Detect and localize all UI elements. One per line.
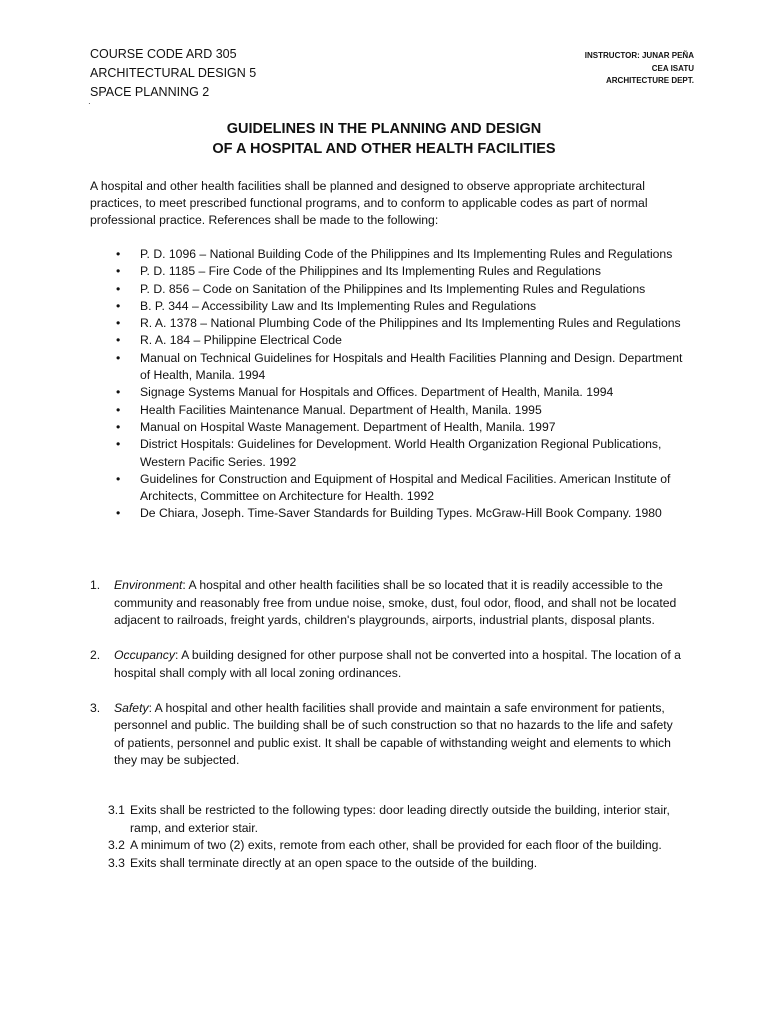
reference-item <box>90 350 684 385</box>
reference-item <box>90 471 684 506</box>
reference-item <box>90 281 684 298</box>
subsection-number: 3.2 <box>108 838 125 852</box>
section-term: Safety <box>114 700 149 715</box>
reference-item <box>90 384 684 401</box>
course-subtitle: SPACE PLANNING 2 <box>90 85 210 99</box>
section-environment <box>90 577 686 630</box>
subsection-text: Exits shall be restricted to the following types: door leading directly outside the building, interior stair, ramp, and exterior stair. <box>130 803 670 835</box>
reference-text: Manual on Technical Guidelines for Hospitals and Health Facilities Planning and Design. Department of Health, Manila. 1994 <box>140 350 683 383</box>
reference-item <box>90 436 684 471</box>
course-code: COURSE CODE ARD 305 <box>90 47 237 61</box>
section-term: Environment <box>114 578 183 592</box>
subsection-text: A minimum of two (2) exits, remote from each other, shall be provided for each floor of the building. <box>130 838 662 852</box>
document-title <box>0 119 768 159</box>
subsection-number: 3.1 <box>108 803 125 817</box>
guideline-sections <box>90 577 686 787</box>
bullet-icon: • <box>116 419 121 434</box>
bullet-icon: • <box>116 247 121 261</box>
bullet-icon: • <box>116 437 121 452</box>
reference-text: P. D. 1185 – Fire Code of the Philippines and Its Implementing Rules and Regulations <box>140 264 601 279</box>
reference-list <box>90 246 684 523</box>
subsection-text: Exits shall terminate directly at an open space to the outside of the building. <box>130 855 538 870</box>
reference-text: Signage Systems Manual for Hospitals and Offices. Department of Health, Manila. 1994 <box>140 385 614 400</box>
subsection-item <box>108 802 686 837</box>
reference-item <box>90 315 684 332</box>
bullet-icon: • <box>116 281 121 296</box>
reference-item <box>90 402 684 419</box>
subsection-item <box>108 837 686 855</box>
reference-text: District Hospitals: Guidelines for Development. World Health Organization Regional Publications, Western Pacific Series. 1992 <box>140 437 662 469</box>
reference-item <box>90 298 684 315</box>
reference-text: R. A. 1378 – National Plumbing Code of the Philippines and Its Implementing Rules and Regulations <box>140 316 681 331</box>
bullet-icon: • <box>116 471 121 486</box>
title-line-2: OF A HOSPITAL AND OTHER HEALTH FACILITIES <box>212 141 556 157</box>
reference-item <box>90 419 684 436</box>
stray-dot: · <box>88 99 91 108</box>
section-text: : A hospital and other health facilities shall be so located that it is readily accessible to the community and reasonably free from undue noise, smoke, dust, foul odor, flood, and shall not be located adjacent to railroads, freight yards, children's playgrounds, airports, industrial plants, disposal plants. <box>114 578 677 627</box>
subsection-item <box>108 855 686 873</box>
reference-text: Health Facilities Maintenance Manual. Department of Health, Manila. 1995 <box>140 402 542 417</box>
department-name: ARCHITECTURE DEPT. <box>605 76 694 85</box>
bullet-icon: • <box>116 402 121 417</box>
course-title: ARCHITECTURAL DESIGN 5 <box>90 66 257 80</box>
bullet-icon: • <box>116 316 121 331</box>
title-line-1: GUIDELINES IN THE PLANNING AND DESIGN <box>226 121 542 137</box>
reference-text: R. A. 184 – Philippine Electrical Code <box>140 333 342 348</box>
section-occupancy <box>90 647 686 682</box>
reference-item <box>90 505 684 522</box>
reference-text: P. D. 856 – Code on Sanitation of the Philippines and Its Implementing Rules and Regulations <box>140 281 646 296</box>
college-name: CEA ISATU <box>651 63 694 73</box>
course-header <box>90 45 256 102</box>
reference-item <box>90 332 684 349</box>
reference-text: B. P. 344 – Accessibility Law and Its Implementing Rules and Regulations <box>140 298 537 313</box>
instructor-header <box>585 50 694 88</box>
section-text: : A hospital and other health facilities shall provide and maintain a safe environment for patients, personnel and public. The building shall be of such construction so that no hazards to the life and safety of patients, personnel and public exist. It shall be capable of withstanding weight and elements to which they may be subjected. <box>114 700 673 767</box>
bullet-icon: • <box>116 385 121 400</box>
reference-text: De Chiara, Joseph. Time-Saver Standards for Building Types. McGraw-Hill Book Company. 1980 <box>140 506 662 521</box>
bullet-icon: • <box>116 333 121 348</box>
section-text: : A building designed for other purpose shall not be converted into a hospital. The location of a hospital shall comply with all local zoning ordinances. <box>114 648 681 680</box>
section-number: 3. <box>90 700 101 715</box>
instructor-name: INSTRUCTOR: JUNAR PEÑA <box>584 51 694 60</box>
reference-item <box>90 246 684 263</box>
section-safety <box>90 700 686 770</box>
bullet-icon: • <box>116 264 121 279</box>
section-number: 1. <box>90 578 101 592</box>
reference-text: Manual on Hospital Waste Management. Department of Health, Manila. 1997 <box>140 419 556 434</box>
intro-paragraph: A hospital and other health facilities shall be planned and designed to observe appropriate architectural practices, to meet prescribed functional programs, and to conform to applicable codes as part of normal professional practice. References shall be made to the following: <box>90 179 648 227</box>
bullet-icon: • <box>116 506 121 521</box>
reference-text: Guidelines for Construction and Equipment of Hospital and Medical Facilities. American Institute of Architects, Committee on Architecture for Health. 1992 <box>140 471 671 504</box>
subsection-number: 3.3 <box>108 855 125 870</box>
reference-text: P. D. 1096 – National Building Code of the Philippines and Its Implementing Rules and Regulations <box>140 247 673 261</box>
bullet-icon: • <box>116 350 121 365</box>
safety-subsections <box>108 802 686 872</box>
section-number: 2. <box>90 648 101 662</box>
bullet-icon: • <box>116 298 121 313</box>
reference-item <box>90 263 684 280</box>
section-term: Occupancy <box>114 648 175 662</box>
